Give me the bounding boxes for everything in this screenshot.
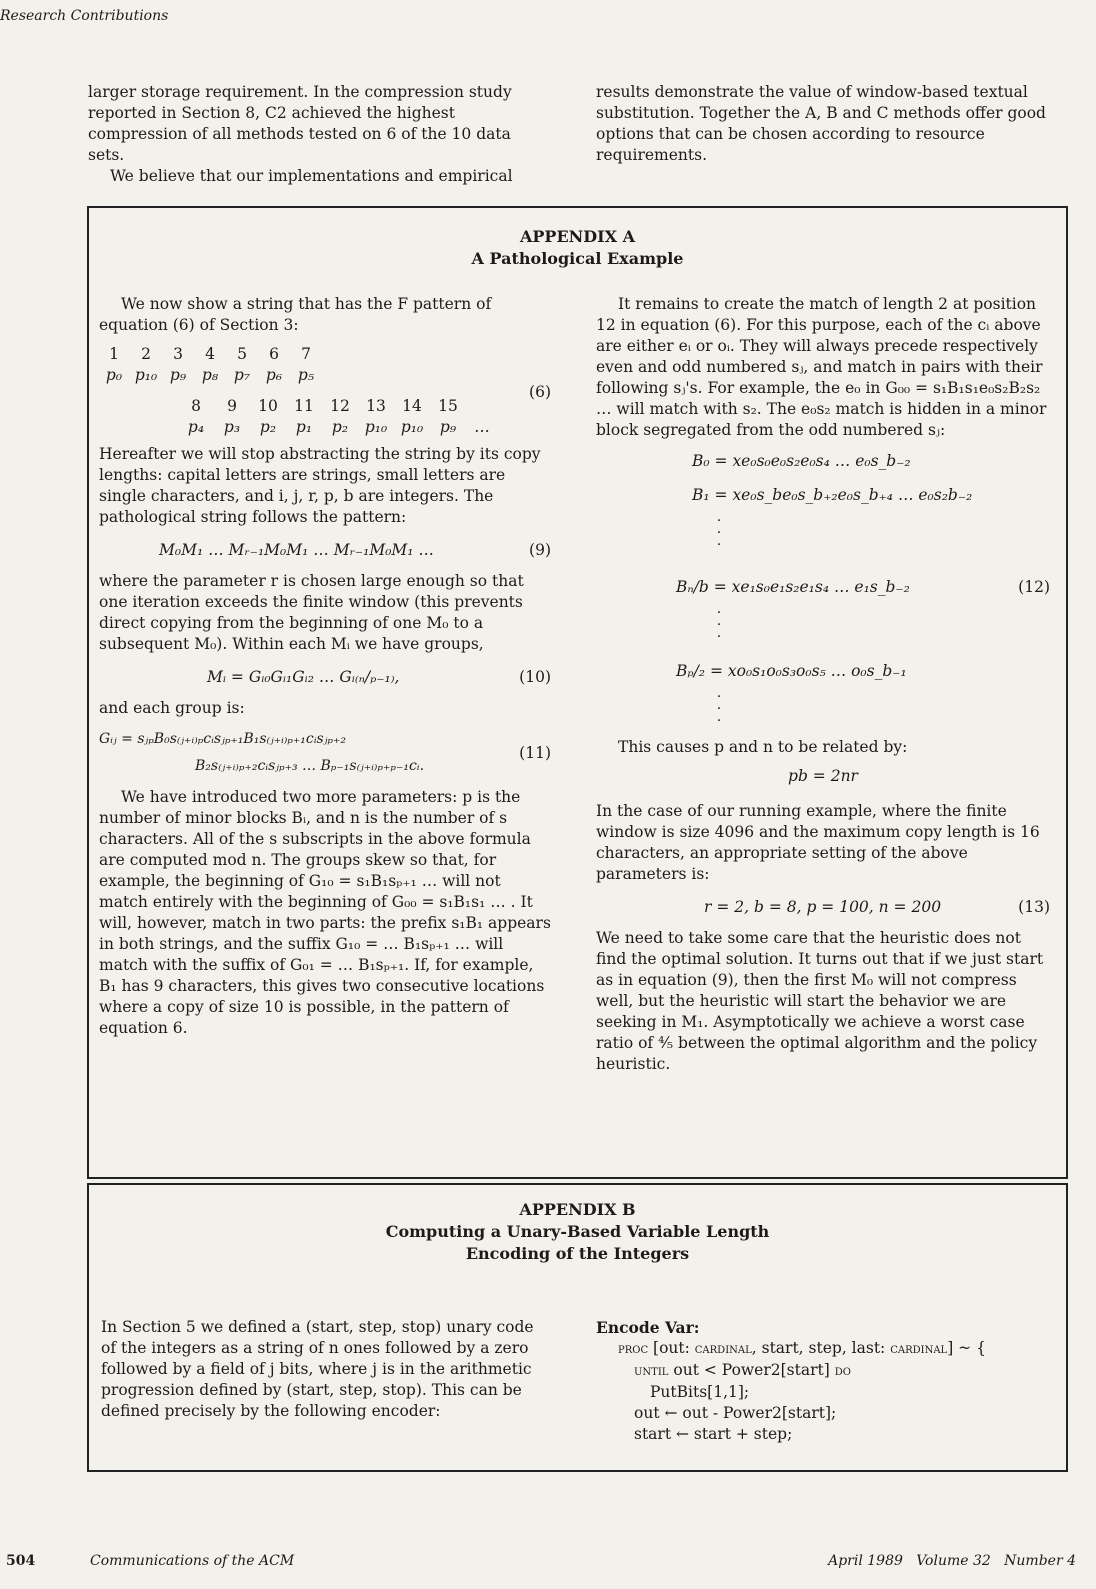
vertical-ellipsis: · · · <box>716 605 722 645</box>
intro-paragraph: results demonstrate the value of window-based textual substitution. Together the A, B and C methods offer good options that can be chosen according to resource requirements. <box>596 83 1046 164</box>
eq6-value: p₇ <box>233 366 251 384</box>
code-text: ] ~ { <box>947 1339 986 1357</box>
equation-10 <box>99 667 551 688</box>
equation-12 <box>596 451 1050 729</box>
code-line <box>596 1382 1056 1403</box>
code-keyword: proc <box>618 1341 649 1357</box>
equation-pb: pb = 2nr <box>788 767 858 785</box>
eq6-value: p₂ <box>259 418 277 436</box>
eq6-value: p₁ <box>295 418 313 436</box>
eq6-value: p₃ <box>223 418 241 436</box>
equation-number: (12) <box>1018 578 1050 596</box>
eq6-value: p₄ <box>187 418 205 436</box>
paragraph: We now show a string that has the F pattern of equation (6) of Section 3: <box>99 295 492 334</box>
code-line <box>596 1403 1056 1424</box>
eq6-value: p₆ <box>265 366 283 384</box>
eq6-value: p₉ <box>439 418 457 436</box>
vertical-ellipsis: · · · <box>716 689 722 729</box>
paragraph: We have introduced two more parameters: p is the number of minor blocks Bᵢ, and n is the number of s characters. All of the s subscripts in the above formula are computed mod n. The groups skew so that, for example, the beginning of G₁₀ = s₁B₁sₚ₊₁ … will not match entirely with the beginning of G₀₀ = s₁B₁s₁ … . It will, however, match in two parts: the prefix s₁B₁ appears in both strings, and the suffix G₁₀ = … B₁sₚ₊₁ … will match with the suffix of G₀₁ = … B₁sₚ₊₁. If, for example, B₁ has 9 characters, this gives two consecutive locations where a copy of size 10 is possible, in the pattern of equation 6. <box>99 788 551 1037</box>
eq6-row1-values <box>99 365 551 386</box>
journal-name: Communications of the ACM <box>90 1553 295 1569</box>
eq6-value: p₂ <box>331 418 349 436</box>
eq6-index: 15 <box>438 397 458 415</box>
appendix-a-left-column <box>99 294 551 1039</box>
equation-number: (10) <box>519 668 551 686</box>
paragraph: It remains to create the match of length 2 at position 12 in equation (6). For this purpose, each of the cᵢ above are either eᵢ or oᵢ. They will always precede respectively even and odd numbered sⱼ, and match in pairs with their following sⱼ's. For example, the e₀ in G₀₀ = s₁B₁s₁e₀s₂B₂s₂ … will match with s₂. The e₀s₂ match is hidden in a minor block segregated from the odd numbered sⱼ: <box>596 295 1047 439</box>
equation-body: Mᵢ = Gᵢ₀Gᵢ₁Gᵢ₂ … Gᵢ₍ₙ/ₚ₋₁₎, <box>207 668 400 686</box>
eq6-row1-indices <box>99 344 551 365</box>
eq6-index: 5 <box>237 345 247 363</box>
equation-number: (9) <box>529 541 551 559</box>
page-number: 504 <box>6 1553 36 1569</box>
equation-11 <box>99 729 551 779</box>
paragraph: We need to take some care that the heuristic does not find the optimal solution. It turns out that if we just start as in equation (9), then the first M₀ will not compress well, but the heuristic will start the behavior we are seeking in M₁. Asymptotically we achieve a worst case ratio of ⁴⁄₅ between the optimal algorithm and the policy heuristic. <box>596 929 1044 1073</box>
paragraph: Hereafter we will stop abstracting the string by its copy lengths: capital letters are strings, small letters are single characters, and i, j, r, p, b are integers. The pathological string follows the pattern: <box>99 445 541 526</box>
code-text: [out: <box>648 1339 695 1357</box>
appendix-b-subtitle: Encoding of the Integers <box>465 1244 690 1263</box>
paragraph: In the case of our running example, where the finite window is size 4096 and the maximum copy length is 16 characters, an appropriate setting of the above parameters is: <box>596 802 1040 883</box>
eq6-row2-indices <box>99 396 551 417</box>
equation-6 <box>99 344 551 438</box>
paragraph: and each group is: <box>99 699 245 717</box>
equation-line: Gᵢⱼ = sⱼₚB₀s₍ⱼ₊ᵢ₎ₚcᵢsⱼₚ₊₁B₁s₍ⱼ₊ᵢ₎ₚ₊₁cᵢsⱼₚ₊₂ <box>99 731 347 747</box>
eq6-value: p₁₀ <box>134 366 158 384</box>
equation-line: Bₚ/₂ = xo₀s₁o₀s₃o₀s₅ … o₀s_b₋₁ <box>676 662 907 680</box>
eq6-value: p₁₀ <box>364 418 388 436</box>
eq6-index: 8 <box>191 397 201 415</box>
equation-line: B₂s₍ⱼ₊ᵢ₎ₚ₊₂cᵢsⱼₚ₊₃ … Bₚ₋₁s₍ⱼ₊ᵢ₎ₚ₊ₚ₋₁cᵢ. <box>195 758 425 774</box>
eq6-index: 10 <box>258 397 278 415</box>
eq6-index: 13 <box>366 397 386 415</box>
eq6-value: … <box>474 418 490 436</box>
eq6-index: 12 <box>330 397 350 415</box>
code-keyword: cardinal <box>890 1341 948 1357</box>
eq6-index: 9 <box>227 397 237 415</box>
intro-paragraph: We believe that our implementations and empirical <box>110 167 513 185</box>
equation-line: B₁ = xe₀s_be₀s_b₊₂e₀s_b₊₄ … e₀s₂b₋₂ <box>692 486 973 504</box>
eq6-index: 7 <box>301 345 311 363</box>
eq6-row2-values <box>99 417 551 438</box>
eq6-index: 3 <box>173 345 183 363</box>
appendix-b-subtitle: Computing a Unary-Based Variable Length <box>385 1222 770 1241</box>
appendix-b-left-column <box>101 1317 541 1422</box>
code-text: out ← out - Power2[start]; <box>634 1404 837 1422</box>
appendix-b-box <box>87 1183 1068 1472</box>
issue-info: April 1989 Volume 32 Number 4 <box>828 1553 1076 1569</box>
equation-line: B₀ = xe₀s₀e₀s₂e₀s₄ … e₀s_b₋₂ <box>692 452 911 470</box>
code-keyword: cardinal <box>694 1341 752 1357</box>
eq6-index: 2 <box>141 345 151 363</box>
eq6-index: 1 <box>109 345 119 363</box>
appendix-b-title: APPENDIX B <box>519 1200 636 1219</box>
paragraph: In Section 5 we defined a (start, step, stop) unary code of the integers as a string of n ones followed by a zero followed by a field of j bits, where j is in the arithmetic progression defined by (start, step, stop). This can be defined precisely by the following encoder: <box>101 1318 534 1420</box>
equation-body: M₀M₁ … Mᵣ₋₁M₀M₁ … Mᵣ₋₁M₀M₁ … <box>159 541 434 559</box>
equation-body: r = 2, b = 8, p = 100, n = 200 <box>704 898 942 916</box>
eq6-index: 11 <box>294 397 314 415</box>
equation-13 <box>596 897 1050 918</box>
eq6-value: p₀ <box>105 366 123 384</box>
code-line <box>596 1424 1056 1445</box>
code-listing <box>596 1317 1056 1445</box>
eq6-value: p₉ <box>169 366 187 384</box>
code-text: out < Power2[start] <box>668 1361 835 1379</box>
appendix-a-title: APPENDIX A <box>519 227 636 246</box>
appendix-a-box <box>87 206 1068 1179</box>
code-title: Encode Var: <box>596 1318 700 1337</box>
code-keyword: until <box>634 1363 669 1379</box>
code-text: start ← start + step; <box>634 1425 793 1443</box>
eq6-index: 4 <box>205 345 215 363</box>
intro-paragraph: larger storage requirement. In the compression study reported in Section 8, C2 achieved the highest compression of all methods tested on 6 of the 10 data sets. <box>88 83 512 164</box>
equation-line: Bₙ/b = xe₁s₀e₁s₂e₁s₄ … e₁s_b₋₂ <box>676 578 910 596</box>
eq6-index: 14 <box>402 397 422 415</box>
code-line <box>596 1338 1056 1360</box>
eq6-value: p₅ <box>297 366 315 384</box>
equation-number: (11) <box>519 744 551 762</box>
eq6-index: 6 <box>269 345 279 363</box>
appendix-a-subtitle: A Pathological Example <box>471 249 684 268</box>
intro-left-column <box>88 82 550 187</box>
code-keyword: do <box>834 1363 851 1379</box>
intro-right-column <box>596 82 1048 166</box>
equation-number: (6) <box>529 383 551 401</box>
code-text: PutBits[1,1]; <box>650 1383 750 1401</box>
code-text: , start, step, last: <box>751 1339 891 1357</box>
paragraph: where the parameter r is chosen large enough so that one iteration exceeds the finite window (this prevents direct copying from the beginning of one M₀ to a subsequent M₀). Within each Mᵢ we have groups, <box>99 572 524 653</box>
vertical-ellipsis: · · · <box>716 513 722 553</box>
equation-number: (13) <box>1018 898 1050 916</box>
equation-9 <box>99 540 551 561</box>
eq6-value: p₈ <box>201 366 219 384</box>
running-head: Research Contributions <box>0 8 169 24</box>
eq6-value: p₁₀ <box>400 418 424 436</box>
paragraph: This causes p and n to be related by: <box>618 738 908 756</box>
code-line <box>596 1360 1056 1382</box>
appendix-a-right-column <box>596 294 1050 1075</box>
